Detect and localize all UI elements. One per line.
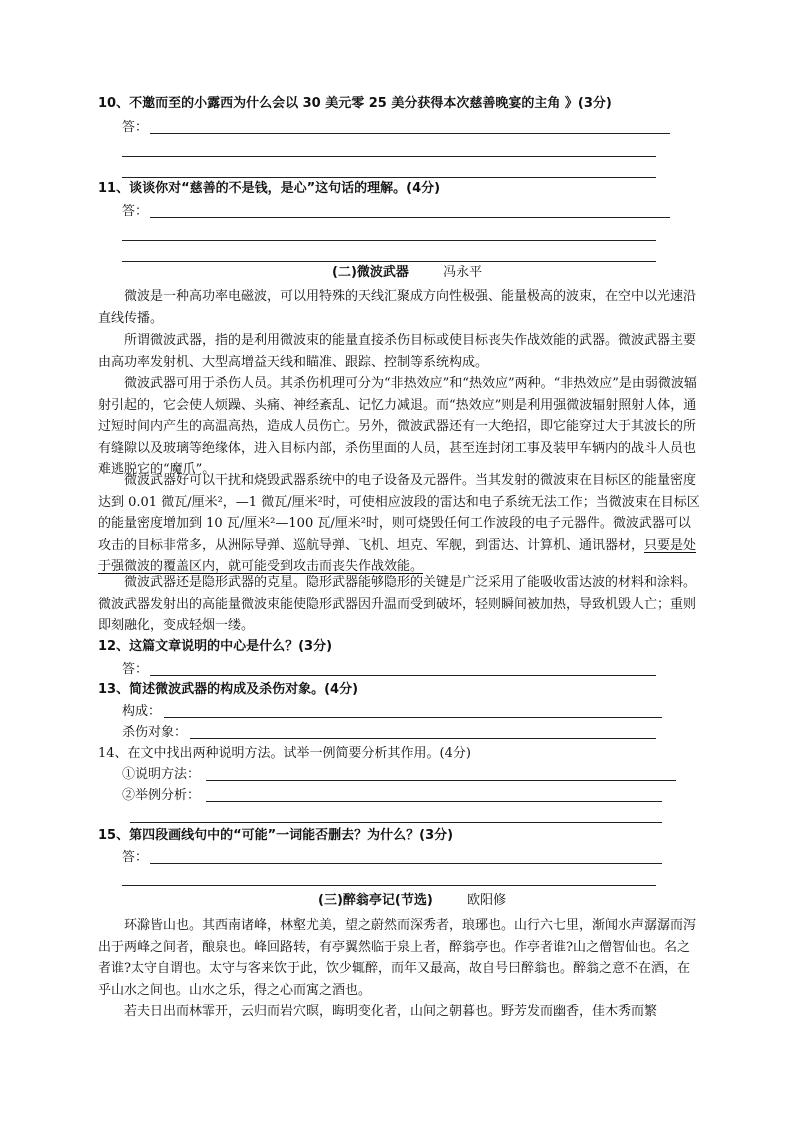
answer-line[interactable] [150, 217, 670, 218]
answer-line[interactable] [150, 863, 662, 864]
answer-label: 答： [122, 120, 149, 135]
answer-line[interactable] [122, 156, 656, 157]
answer-label: 答： [122, 662, 149, 677]
answer-line[interactable] [164, 717, 662, 718]
section-title-text: (三)醉翁亭记(节选) [318, 893, 433, 908]
section-title [318, 891, 506, 911]
answer-line[interactable] [206, 801, 662, 802]
paragraph-classical-1: 环滁皆山也。其西南诸峰，林壑尤美，望之蔚然而深秀者，琅琊也。山行六七里，渐闻水声潺潺而泻出于两峰之间者，酿泉也。峰回路转，有亭翼然临于泉上者，醉翁亭也。作亭者谁?山之僧智仙也。名之者谁?太守自谓也。太守与客来饮于此，饮少辄醉，而年又最高，故自号曰醉翁也。醉翁之意不在酒，在乎山水之间也。山水之乐，得之心而寓之酒也。 [98, 918, 697, 998]
composition-label: 构成： [122, 704, 162, 719]
example-label: ②举例分析： [122, 788, 201, 803]
section-title [332, 263, 482, 283]
underlined-sentence: 只要是处于强微波的覆盖区内，就可能受到攻击而丧失作战效能。 [98, 537, 697, 574]
answer-line[interactable] [190, 738, 656, 739]
section-author: 冯永平 [443, 265, 483, 280]
question-14: 14、在文中找出两种说明方法。试举一例简要分析其作用。(4分) [98, 746, 471, 761]
answer-line[interactable] [122, 885, 656, 886]
answer-line[interactable] [150, 133, 670, 134]
section-title-text: (二)微波武器 [332, 265, 409, 280]
paragraph-4 [98, 470, 702, 578]
answer-line[interactable] [122, 261, 656, 262]
question-13: 13、简述微波武器的构成及杀伤对象。(4分) [98, 682, 359, 697]
section-author: 欧阳修 [467, 893, 507, 908]
paragraph-classical-2: 若夫日出而林霏开，云归而岩穴暝，晦明变化者，山间之朝暮也。野芳发而幽香，佳木秀而繁 [124, 1004, 658, 1019]
method-label: ①说明方法： [122, 767, 201, 782]
paragraph-5: 微波武器还是隐形武器的克星。隐形武器能够隐形的关键是广泛采用了能吸收雷达波的材料和涂料。微波武器发射出的高能量微波束能使隐形武器因升温而受到破坏，轻则瞬间被加热，导致机毁人亡；重则即刻融化，变成轻烟一缕。 [98, 575, 697, 633]
paragraph-4-text: 微波武器好可以干扰和烧毁武器系统中的电子设备及元器件。当其发射的微波束在目标区的能量密度达到 0.01 微瓦/厘米²，—1 微瓦/厘米²时，可使相应波段的雷达和电子系统无法工作；当微波束在目标区的能量密度增加到 10 瓦/厘米²—100 瓦/厘米²时，则可烧毁任何工作波段的电子元器件。微波武器可以攻击的目标非常多，从洲际导弹、巡航导弹、飞机、坦克、军舰，到雷达、计算机、通讯器材， [98, 473, 700, 553]
paragraph-1: 微波是一种高功率电磁波，可以用特殊的天线汇聚成方向性极强、能量极高的波束，在空中以光速沿直线传播。 [98, 289, 697, 326]
answer-label: 答： [122, 204, 149, 219]
answer-line[interactable] [130, 822, 662, 823]
paragraph-3: 微波武器可用于杀伤人员。其杀伤机理可分为“非热效应”和“热效应”两种。“非热效应”是由弱微波辐射引起的，它会使人烦躁、头痛、神经紊乱、记忆力减退。而“热效应”则是利用强微波辐射照射人体，通过短时间内产生的高温高热，造成人员伤亡。另外，微波武器还有一大绝招，即它能穿过大于其波长的所有缝隙以及玻璃等绝缘体，进入目标内部，杀伤里面的人员，甚至连封闭工事及装甲车辆内的战斗人员也难逃脱它的“魔爪”。 [98, 376, 697, 477]
question-15: 15、第四段画线句中的“可能”一词能否删去？为什么？(3分) [98, 828, 454, 843]
targets-label: 杀伤对象： [122, 725, 188, 740]
answer-line[interactable] [122, 240, 656, 241]
paragraph-2: 所谓微波武器，指的是利用微波束的能量直接杀伤目标或使目标丧失作战效能的武器。微波武器主要由高功率发射机、大型高增益天线和瞄准、跟踪、控制等系统构成。 [98, 333, 697, 370]
answer-line[interactable] [150, 675, 656, 676]
question-10: 10、不邀而至的小露西为什么会以 30 美元零 25 美分获得本次慈善晚宴的主角 》(3分) [98, 96, 612, 111]
answer-line[interactable] [206, 780, 676, 781]
question-11: 11、谈谈你对“慈善的不是钱，是心”这句话的理解。(4分) [98, 181, 441, 196]
question-12: 12、这篇文章说明的中心是什么？(3分) [98, 639, 333, 654]
answer-line[interactable] [122, 177, 656, 178]
answer-label: 答： [122, 850, 149, 865]
